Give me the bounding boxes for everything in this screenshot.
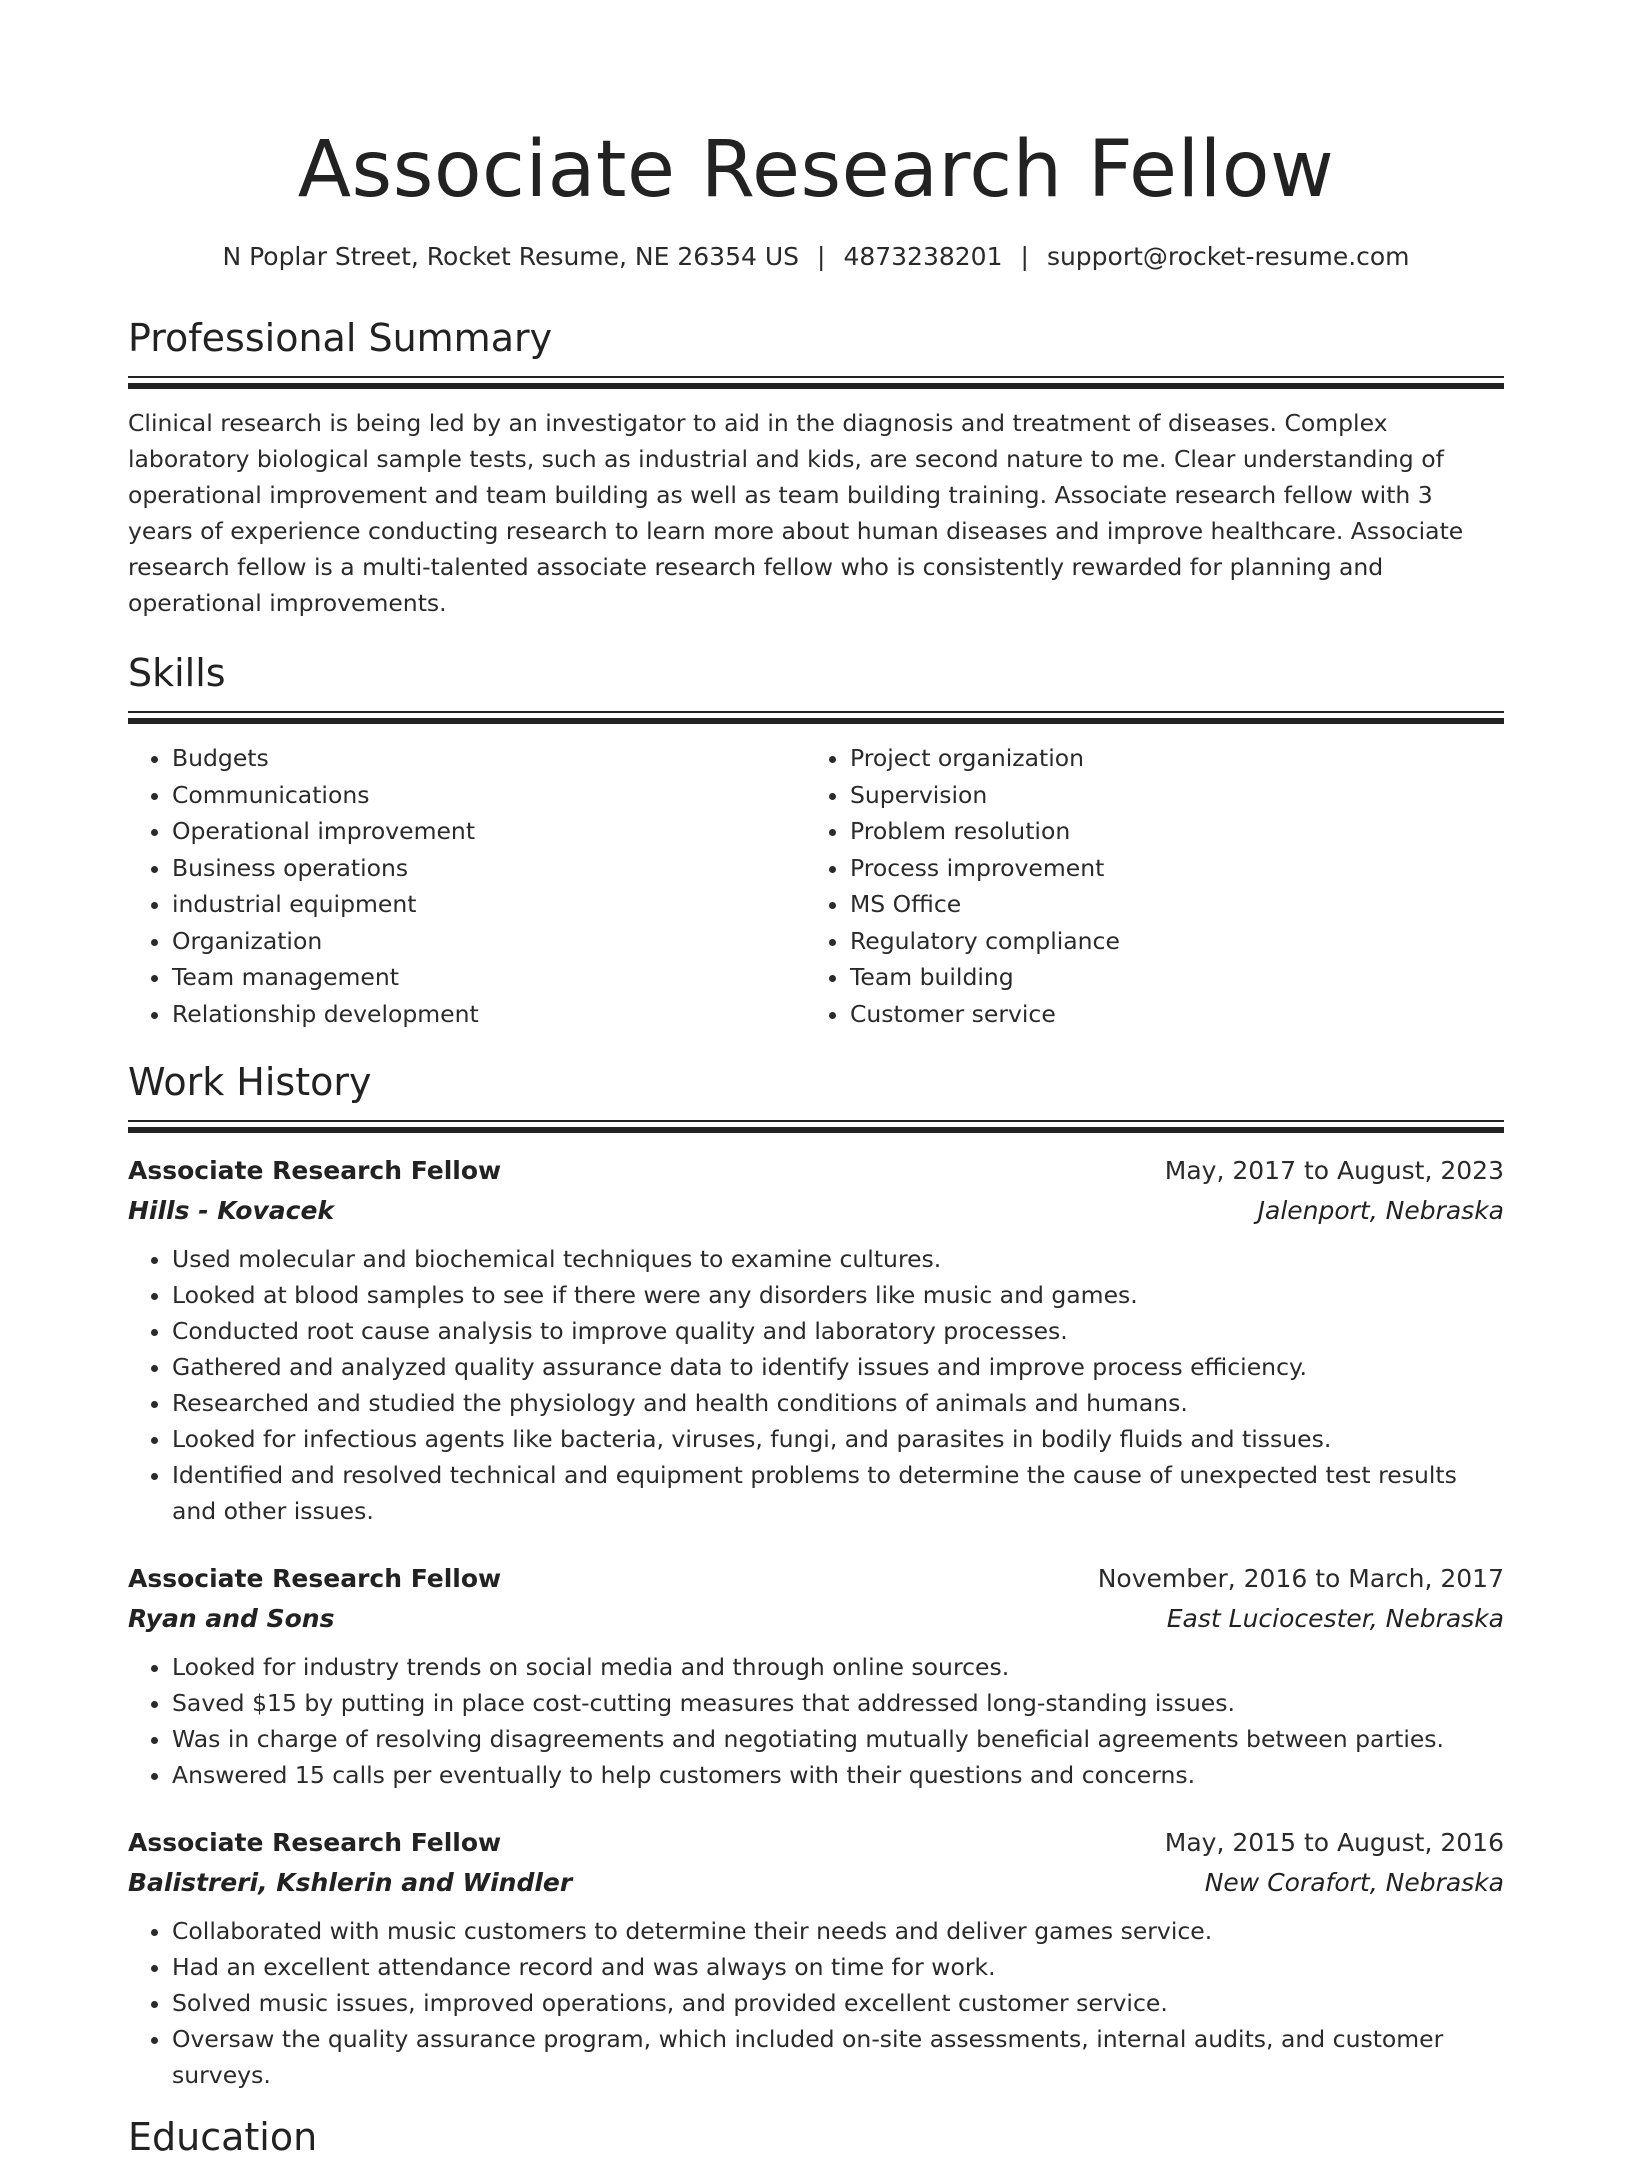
job-title: Associate Research Fellow <box>128 1828 502 1857</box>
job-bullet: • Looked at blood samples to see if there were any disorders like music and games. <box>172 1277 1504 1313</box>
job-entry <box>128 1559 1504 1793</box>
job-dates: May, 2017 to August, 2023 <box>1164 1156 1504 1185</box>
job-company: Ryan and Sons <box>128 1604 335 1633</box>
job-bullets <box>128 1649 1504 1793</box>
job-bullets <box>128 1913 1504 2093</box>
contact-address: N Poplar Street, Rocket Resume, NE 26354 US <box>222 242 799 271</box>
job-entry <box>128 1151 1504 1529</box>
job-subheader <box>128 1863 1504 1903</box>
job-bullet: • Researched and studied the physiology and health conditions of animals and humans. <box>172 1385 1504 1421</box>
job-title: Associate Research Fellow <box>128 1564 502 1593</box>
skill-item: • Problem resolution <box>850 813 1484 850</box>
skill-item: • Budgets <box>172 740 806 777</box>
job-title: Associate Research Fellow <box>128 1156 502 1185</box>
job-location: Jalenport, Nebraska <box>1257 1196 1504 1225</box>
skill-item: • Team management <box>172 959 806 996</box>
contact-separator: | <box>817 242 826 271</box>
summary-text: Clinical research is being led by an investigator to aid in the diagnosis and treatment of diseases. Complex laboratory biological sample tests, such as industrial and kids, are second nature to me. Clear understanding of operational improvement and team building as well as team building training. Associate research fellow with 3 years of experience conducting research to learn more about human diseases and improve healthcare. Associate research fellow is a multi-talented associate research fellow who is consistently rewarded for planning and operational improvements. <box>128 409 1464 617</box>
job-bullet: • Looked for infectious agents like bacteria, viruses, fungi, and parasites in bodily fluids and tissues. <box>172 1421 1504 1457</box>
job-location: East Luciocester, Nebraska <box>1166 1604 1504 1633</box>
resume-page <box>128 0 1504 2161</box>
job-dates: May, 2015 to August, 2016 <box>1164 1828 1504 1857</box>
section-title-skills: Skills <box>128 651 226 695</box>
skill-item: • Communications <box>172 777 806 814</box>
job-bullet: • Used molecular and biochemical techniques to examine cultures. <box>172 1241 1504 1277</box>
skill-item: • Organization <box>172 923 806 960</box>
job-bullets <box>128 1241 1504 1529</box>
job-entry <box>128 1823 1504 2093</box>
job-header <box>128 1151 1504 1191</box>
contact-separator: | <box>1020 242 1029 271</box>
skill-item: • Customer service <box>850 996 1484 1033</box>
skill-item: • Team building <box>850 959 1484 996</box>
job-bullet: • Identified and resolved technical and equipment problems to determine the cause of unexpected test results and other issues. <box>172 1457 1504 1529</box>
job-bullet: • Oversaw the quality assurance program, which included on-site assessments, internal audits, and customer surveys. <box>172 2021 1504 2093</box>
job-company: Hills - Kovacek <box>128 1196 335 1225</box>
section-title-summary: Professional Summary <box>128 316 553 360</box>
skill-item: • Operational improvement <box>172 813 806 850</box>
section-divider <box>128 376 1504 389</box>
job-bullet: • Looked for industry trends on social media and through online sources. <box>172 1649 1504 1685</box>
job-subheader <box>128 1191 1504 1231</box>
job-header <box>128 1823 1504 1863</box>
job-dates: November, 2016 to March, 2017 <box>1097 1564 1504 1593</box>
job-location: New Corafort, Nebraska <box>1204 1868 1504 1897</box>
job-bullet: • Answered 15 calls per eventually to help customers with their questions and concerns. <box>172 1757 1504 1793</box>
job-bullet: • Gathered and analyzed quality assurance data to identify issues and improve process efficiency. <box>172 1349 1504 1385</box>
job-bullet: • Saved $15 by putting in place cost-cutting measures that addressed long-standing issues. <box>172 1685 1504 1721</box>
resume-name: Associate Research Fellow <box>297 125 1335 215</box>
contact-phone: 4873238201 <box>843 242 1003 271</box>
section-title-education: Education <box>128 2115 318 2159</box>
job-company: Balistreri, Kshlerin and Windler <box>128 1868 573 1897</box>
section-title-work-history: Work History <box>128 1060 372 1104</box>
skill-item: • Project organization <box>850 740 1484 777</box>
skill-item: • MS Office <box>850 886 1484 923</box>
skill-item: • Process improvement <box>850 850 1484 887</box>
job-bullet: • Conducted root cause analysis to improve quality and laboratory processes. <box>172 1313 1504 1349</box>
job-bullet: • Solved music issues, improved operations, and provided excellent customer service. <box>172 1985 1504 2021</box>
job-bullet: • Collaborated with music customers to determine their needs and deliver games service. <box>172 1913 1504 1949</box>
section-divider <box>128 1120 1504 1133</box>
skills-list <box>128 740 1504 1032</box>
section-divider <box>128 711 1504 724</box>
skill-item: • Regulatory compliance <box>850 923 1484 960</box>
skill-item: • industrial equipment <box>172 886 806 923</box>
skill-item: • Business operations <box>172 850 806 887</box>
skills-column-left <box>128 740 806 1032</box>
job-bullet: • Was in charge of resolving disagreements and negotiating mutually beneficial agreements between parties. <box>172 1721 1504 1757</box>
skills-column-right <box>806 740 1484 1032</box>
contact-email: support@rocket-resume.com <box>1046 242 1410 271</box>
job-bullet: • Had an excellent attendance record and was always on time for work. <box>172 1949 1504 1985</box>
job-header <box>128 1559 1504 1599</box>
skill-item: • Relationship development <box>172 996 806 1033</box>
contact-line <box>128 240 1504 274</box>
job-subheader <box>128 1599 1504 1639</box>
skill-item: • Supervision <box>850 777 1484 814</box>
